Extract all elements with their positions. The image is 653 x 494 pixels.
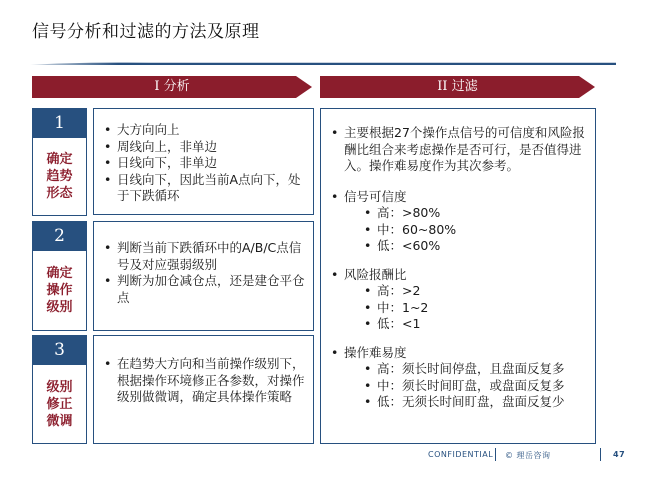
list-item: • 日线向下，非单边 [104, 155, 305, 172]
analysis-box-2 [93, 221, 314, 331]
list-item: • 日线向下，因此当前A点向下，处于下跌循环 [104, 172, 305, 205]
list-item: • 判断为加仓减仓点，还是建仓平仓点 [104, 273, 305, 306]
section-analysis-label: I 分析 [154, 79, 190, 94]
list-item: • 高：>2 [364, 283, 587, 300]
filter-group-risk-reward [331, 267, 587, 333]
footer-divider [495, 448, 496, 461]
brand-label: © 理岳咨询 [505, 451, 551, 460]
step-1 [32, 108, 87, 216]
group-heading: 风险报酬比 [344, 266, 407, 282]
section-analysis-header [32, 76, 312, 98]
list-item: • 低：无须长时间盯盘，盘面反复少 [364, 394, 587, 411]
list-item: • 中：60~80% [364, 222, 587, 239]
analysis-box-3 [93, 335, 314, 444]
filter-box [320, 108, 596, 444]
step-3 [32, 335, 87, 444]
step-number: 3 [32, 335, 87, 365]
list-item: • 大方向向上 [104, 122, 305, 139]
section-filter-label: II 过滤 [437, 79, 478, 94]
step-number: 1 [32, 108, 87, 138]
step-label: 确定趋势形态 [32, 138, 87, 216]
group-heading: 信号可信度 [344, 188, 407, 204]
list-item: • 高：>80% [364, 205, 587, 222]
filter-group-confidence [331, 189, 587, 255]
step-2 [32, 221, 87, 331]
step-label: 级别修正微调 [32, 365, 87, 444]
group-heading: 操作难易度 [344, 344, 407, 360]
page-number: 47 [613, 450, 626, 459]
list-item: • 高：须长时间停盘，且盘面反复多 [364, 361, 587, 378]
section-filter-header [320, 76, 595, 98]
list-item: • 周线向上，非单边 [104, 139, 305, 156]
step-number: 2 [32, 221, 87, 251]
confidential-label: CONFIDENTIAL [428, 450, 494, 459]
list-item: • 判断当前下跌循环中的A/B/C点信号及对应强弱级别 [104, 240, 305, 273]
filter-intro: • 主要根据27个操作点信号的可信度和风险报酬比组合来考虑操作是否可行，是否值得进入。操作难易度作为其次参考。 [331, 125, 587, 175]
list-item: • 低：<1 [364, 316, 587, 333]
list-item: • 中：1~2 [364, 300, 587, 317]
list-item: • 低：<60% [364, 238, 587, 255]
analysis-box-1 [93, 108, 314, 215]
list-item: • 中：须长时间盯盘，或盘面反复多 [364, 378, 587, 395]
page-title: 信号分析和过滤的方法及原理 [32, 22, 260, 42]
list-item: • 在趋势大方向和当前操作级别下，根据操作环境修正各参数，对操作级别做微调，确定具体操作策略 [104, 356, 305, 406]
title-underline [30, 62, 616, 65]
footer-divider [600, 448, 601, 461]
filter-group-difficulty [331, 345, 587, 411]
step-label: 确定操作级别 [32, 251, 87, 331]
